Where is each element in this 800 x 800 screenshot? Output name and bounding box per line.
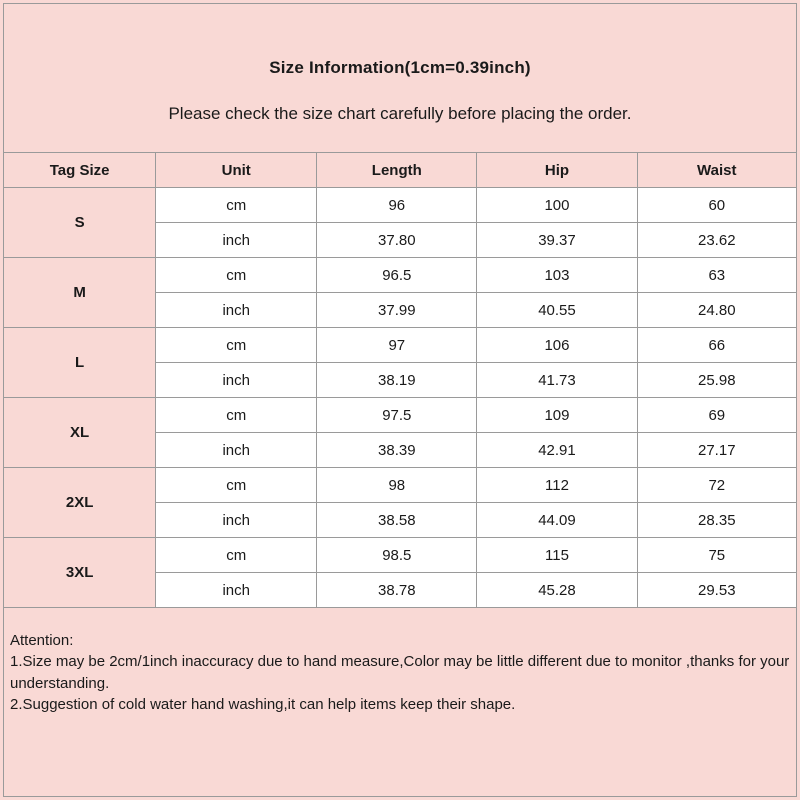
column-header-length: Length: [317, 153, 477, 188]
unit-cell: cm: [156, 188, 317, 223]
waist-cell: 28.35: [637, 503, 796, 538]
table-row: [4, 328, 797, 363]
attention-heading: Attention:: [10, 632, 74, 649]
tag-size-cell: 2XL: [4, 468, 156, 538]
unit-cell: inch: [156, 503, 317, 538]
attention-line-2: 2.Suggestion of cold water hand washing,it can help items keep their shape.: [10, 695, 516, 713]
waist-cell: 25.98: [637, 363, 796, 398]
waist-cell: 75: [637, 538, 796, 573]
tag-size-cell: M: [4, 258, 156, 328]
waist-cell: 60: [637, 188, 796, 223]
top-spacer: [0, 0, 800, 58]
column-header-hip: Hip: [477, 153, 637, 188]
tag-size-cell: XL: [4, 398, 156, 468]
hip-cell: 115: [477, 538, 637, 573]
size-table-container: [0, 152, 800, 608]
unit-cell: cm: [156, 538, 317, 573]
attention-section: [0, 630, 800, 715]
waist-cell: 66: [637, 328, 796, 363]
length-cell: 96: [317, 188, 477, 223]
waist-cell: 63: [637, 258, 796, 293]
hip-cell: 109: [477, 398, 637, 433]
attention-line-1: 1.Size may be 2cm/1inch inaccuracy due to hand measure,Color may be little different due to monitor ,thanks for your understanding.: [10, 653, 790, 692]
length-cell: 97.5: [317, 398, 477, 433]
length-cell: 37.99: [317, 293, 477, 328]
length-cell: 37.80: [317, 223, 477, 258]
page-subtitle: Please check the size chart carefully before placing the order.: [168, 104, 632, 123]
waist-cell: 29.53: [637, 573, 796, 608]
hip-cell: 106: [477, 328, 637, 363]
bottom-spacer: [0, 715, 800, 800]
size-table: [3, 152, 797, 608]
table-header-row: [4, 153, 797, 188]
table-header: [4, 153, 797, 188]
length-cell: 98.5: [317, 538, 477, 573]
table-row: [4, 398, 797, 433]
unit-cell: inch: [156, 223, 317, 258]
column-header-unit: Unit: [156, 153, 317, 188]
hip-cell: 42.91: [477, 433, 637, 468]
waist-cell: 69: [637, 398, 796, 433]
hip-cell: 45.28: [477, 573, 637, 608]
waist-cell: 23.62: [637, 223, 796, 258]
hip-cell: 100: [477, 188, 637, 223]
unit-cell: cm: [156, 258, 317, 293]
table-row: [4, 188, 797, 223]
unit-cell: inch: [156, 433, 317, 468]
unit-cell: inch: [156, 573, 317, 608]
waist-cell: 27.17: [637, 433, 796, 468]
unit-cell: cm: [156, 468, 317, 503]
unit-cell: cm: [156, 328, 317, 363]
hip-cell: 40.55: [477, 293, 637, 328]
length-cell: 97: [317, 328, 477, 363]
length-cell: 98: [317, 468, 477, 503]
length-cell: 96.5: [317, 258, 477, 293]
hip-cell: 41.73: [477, 363, 637, 398]
unit-cell: cm: [156, 398, 317, 433]
unit-cell: inch: [156, 363, 317, 398]
hip-cell: 39.37: [477, 223, 637, 258]
tag-size-cell: L: [4, 328, 156, 398]
length-cell: 38.58: [317, 503, 477, 538]
unit-cell: inch: [156, 293, 317, 328]
hip-cell: 112: [477, 468, 637, 503]
table-row: [4, 258, 797, 293]
tag-size-cell: 3XL: [4, 538, 156, 608]
table-row: [4, 468, 797, 503]
length-cell: 38.19: [317, 363, 477, 398]
hip-cell: 103: [477, 258, 637, 293]
page-title: Size Information(1cm=0.39inch): [269, 58, 531, 77]
tag-size-cell: S: [4, 188, 156, 258]
column-header-waist: Waist: [637, 153, 796, 188]
length-cell: 38.39: [317, 433, 477, 468]
length-cell: 38.78: [317, 573, 477, 608]
column-header-tag-size: Tag Size: [4, 153, 156, 188]
hip-cell: 44.09: [477, 503, 637, 538]
table-row: [4, 538, 797, 573]
table-body: [4, 188, 797, 608]
waist-cell: 72: [637, 468, 796, 503]
waist-cell: 24.80: [637, 293, 796, 328]
